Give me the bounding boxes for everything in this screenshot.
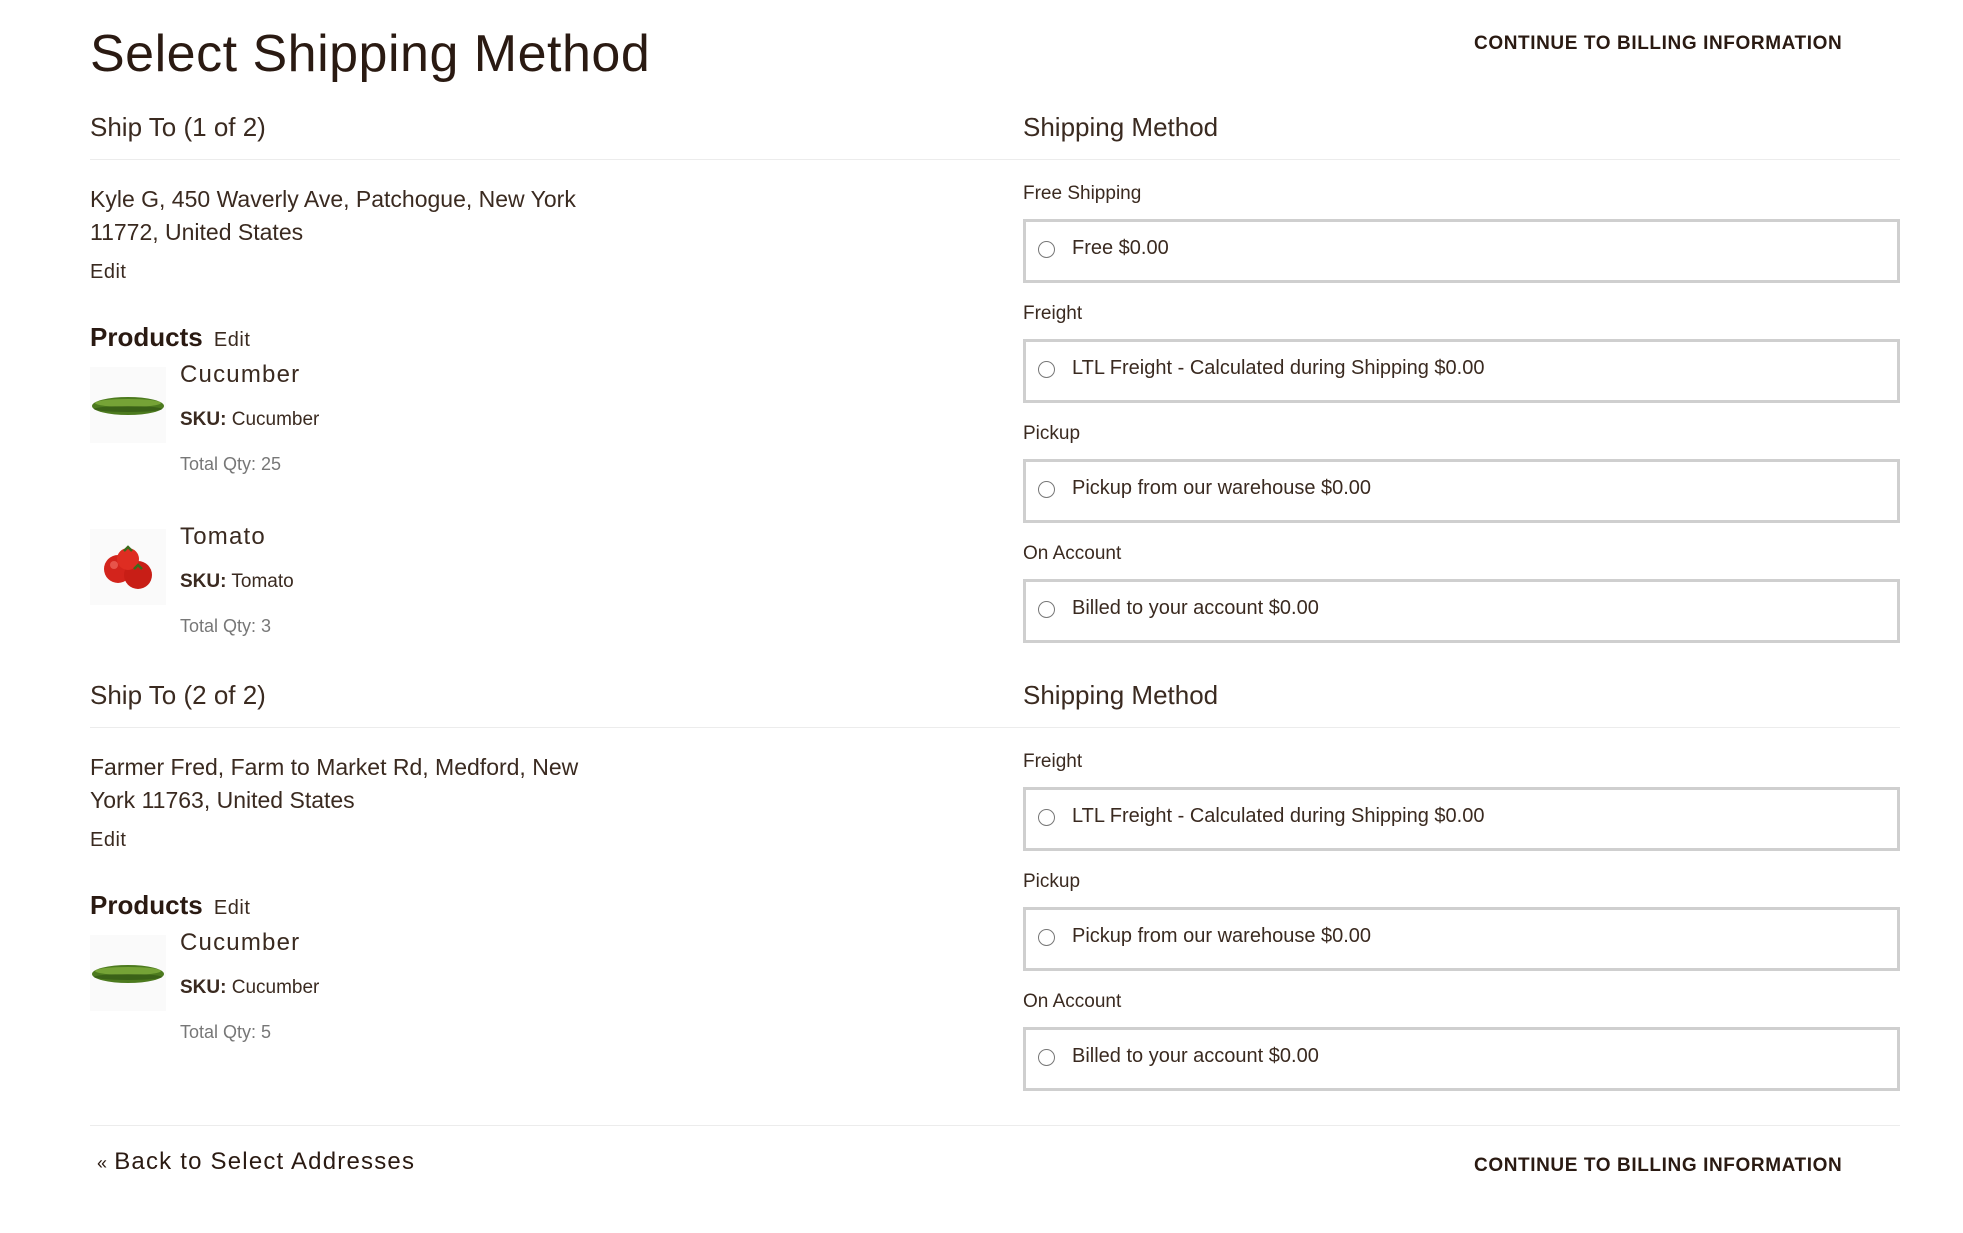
edit-products-link[interactable]: Edit xyxy=(213,329,251,351)
address-line-2: York 11763, United States xyxy=(90,787,355,813)
edit-address-link[interactable]: Edit xyxy=(90,261,127,283)
product-sku xyxy=(180,977,319,999)
option-label: Free $0.00 xyxy=(1072,237,1169,259)
ship-to-title: Ship To (2 of 2) xyxy=(90,680,266,710)
shipping-method-title: Shipping Method xyxy=(1023,680,1219,710)
back-to-select-addresses-link[interactable] xyxy=(97,1148,415,1176)
sku-value: Cucumber xyxy=(231,977,320,998)
continue-to-billing-button-top[interactable]: CONTINUE TO BILLING INFORMATION xyxy=(1474,33,1843,54)
shipping-method-options xyxy=(1023,183,1900,663)
group-label-on-account: On Account xyxy=(1023,543,1122,564)
back-link-label: Back to Select Addresses xyxy=(114,1148,416,1175)
address-line-1: Kyle G, 450 Waverly Ave, Patchogue, New York xyxy=(90,186,576,212)
product-qty: Total Qty: 25 xyxy=(180,454,282,474)
shipping-option-ltl-freight[interactable] xyxy=(1023,787,1900,851)
shipping-option-on-account[interactable] xyxy=(1023,1027,1900,1091)
shipping-option-pickup[interactable] xyxy=(1023,459,1900,523)
shipment-details xyxy=(90,183,650,677)
radio-button[interactable] xyxy=(1038,809,1055,826)
cucumber-icon[interactable] xyxy=(90,935,166,1011)
address-line-2: 11772, United States xyxy=(90,219,304,245)
shipping-option-on-account[interactable] xyxy=(1023,579,1900,643)
group-label-freight: Freight xyxy=(1023,751,1083,772)
products-label: Products xyxy=(90,322,203,352)
group-label-on-account: On Account xyxy=(1023,991,1122,1012)
shipment-2 xyxy=(90,678,1900,1067)
product-sku xyxy=(180,409,319,431)
products-label: Products xyxy=(90,890,203,920)
products-heading xyxy=(90,322,650,353)
ship-to-address xyxy=(90,751,650,817)
product-name: Cucumber xyxy=(180,929,301,956)
ship-to-address xyxy=(90,183,650,249)
sku-label: SKU: xyxy=(180,409,227,430)
sku-value: Tomato xyxy=(231,571,294,592)
option-label: Pickup from our warehouse $0.00 xyxy=(1072,477,1372,499)
shipment-header xyxy=(90,678,1900,728)
group-label-freight: Freight xyxy=(1023,303,1083,324)
product-sku xyxy=(180,571,294,593)
footer-divider xyxy=(90,1125,1900,1126)
shipment-details xyxy=(90,751,650,1083)
shipping-option-free[interactable] xyxy=(1023,219,1900,283)
product-name: Tomato xyxy=(180,523,266,550)
cucumber-icon[interactable] xyxy=(90,367,166,443)
edit-address-link[interactable]: Edit xyxy=(90,829,127,851)
shipping-option-ltl-freight[interactable] xyxy=(1023,339,1900,403)
option-label: Billed to your account $0.00 xyxy=(1072,1045,1319,1067)
double-chevron-left-icon: « xyxy=(97,1153,109,1173)
radio-button[interactable] xyxy=(1038,361,1055,378)
shipping-method-title: Shipping Method xyxy=(1023,112,1219,142)
radio-button[interactable] xyxy=(1038,1049,1055,1066)
sku-label: SKU: xyxy=(180,977,227,998)
product-name: Cucumber xyxy=(180,361,301,388)
radio-button[interactable] xyxy=(1038,481,1055,498)
option-label: Pickup from our warehouse $0.00 xyxy=(1072,925,1372,947)
product-item xyxy=(90,361,650,515)
address-line-1: Farmer Fred, Farm to Market Rd, Medford, New xyxy=(90,754,579,780)
radio-button[interactable] xyxy=(1038,929,1055,946)
continue-to-billing-button-bottom[interactable]: CONTINUE TO BILLING INFORMATION xyxy=(1474,1155,1843,1176)
radio-button[interactable] xyxy=(1038,241,1055,258)
shipping-method-options xyxy=(1023,751,1900,1111)
group-label-pickup: Pickup xyxy=(1023,871,1081,892)
products-heading xyxy=(90,890,650,921)
option-label: LTL Freight - Calculated during Shipping $0.00 xyxy=(1072,357,1485,379)
product-qty: Total Qty: 5 xyxy=(180,1022,272,1042)
product-item xyxy=(90,523,650,677)
option-label: LTL Freight - Calculated during Shipping $0.00 xyxy=(1072,805,1485,827)
shipment-header xyxy=(90,110,1900,160)
page-title: Select Shipping Method xyxy=(90,25,651,83)
product-qty: Total Qty: 3 xyxy=(180,616,272,636)
shipping-option-pickup[interactable] xyxy=(1023,907,1900,971)
sku-value: Cucumber xyxy=(231,409,320,430)
product-item xyxy=(90,929,650,1083)
group-label-free-shipping: Free Shipping xyxy=(1023,183,1142,204)
radio-button[interactable] xyxy=(1038,601,1055,618)
tomato-icon[interactable] xyxy=(90,529,166,605)
sku-label: SKU: xyxy=(180,571,227,592)
ship-to-title: Ship To (1 of 2) xyxy=(90,112,266,142)
edit-products-link[interactable]: Edit xyxy=(213,897,251,919)
group-label-pickup: Pickup xyxy=(1023,423,1081,444)
option-label: Billed to your account $0.00 xyxy=(1072,597,1319,619)
shipment-1 xyxy=(90,110,1900,636)
